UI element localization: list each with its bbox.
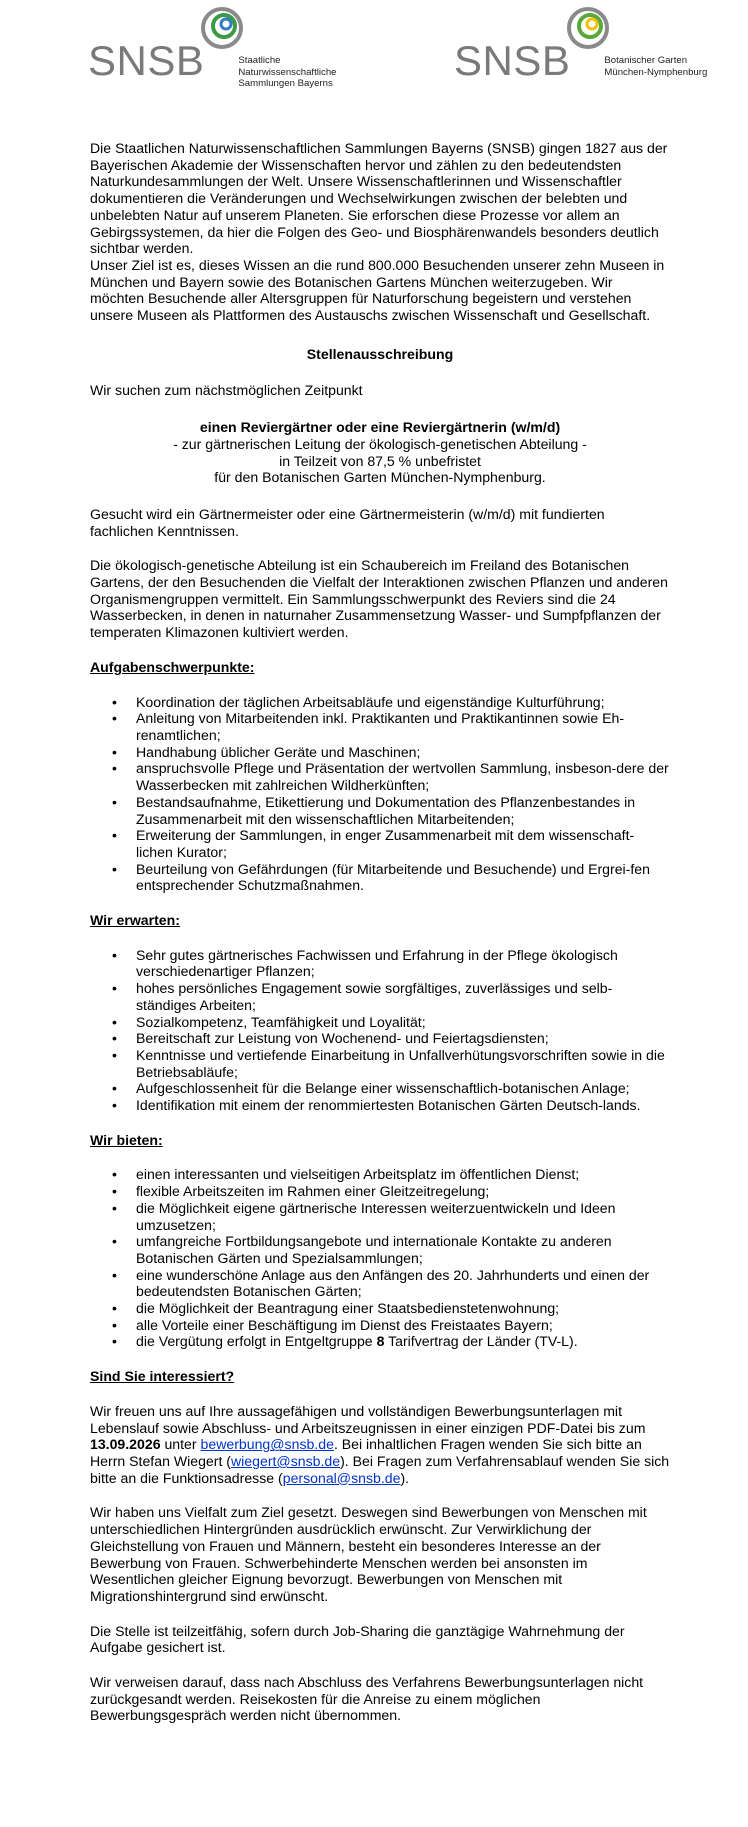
list-item: • Bereitschaft zur Leistung von Wochenend- und Feiertagsdiensten; <box>90 1030 670 1047</box>
intro-paragraph: Unser Ziel ist es, dieses Wissen an die rund 800.000 Besuchenden unserer zehn Museen in München und Bayern sowie des Botanischen Gartens München weiterzugeben. Wir möchten Besuchende aller Altersgruppen für Naturforschung begeistern und verstehen unsere Museen als Plattformen des Austauschs zwischen Wissenschaft und Gesellschaft. <box>90 256 665 324</box>
closing-paragraph: Wir verweisen darauf, dass nach Abschluss des Verfahrens Bewerbungsunterlagen nicht zurückgesandt werden. Reisekosten für die Anreise zu einem möglichen Bewerbungsgespräch werden nicht übernommen. <box>90 1674 644 1724</box>
application-paragraph: Wir freuen uns auf Ihre aussagefähigen und vollständigen Bewerbungsunterlagen mit Lebenslauf sowie Abschluss- und Arbeitszeugnissen in einer einzigen PDF-Datei bis zum 13.09.2026 unter bewerbung@snsb.de. Bei inhaltlichen Fragen wenden Sie sich bitte an Herrn Stefan Wiegert (wiegert@snsb.de). Bei Fragen zum Verfahrensablauf wenden Sie sich bitte an die Funktionsadresse (personal@snsb.de). <box>90 1402 670 1486</box>
list-item: • Aufgeschlossenheit für die Belange einer wissenschaftlich-botanischen Anlage; <box>90 1080 670 1097</box>
list-item: • Beurteilung von Gefährdungen (für Mitarbeitende und Besuchende) und Ergrei-fen entsprechender Schutzmaßnahmen. <box>90 861 670 894</box>
department-paragraph: Die ökologisch-genetische Abteilung ist ein Schaubereich im Freiland des Botanischen Gartens, der den Besuchenden die Vielfalt der Interaktionen zwischen Pflanzen und anderen Organismengruppen vermittelt. Ein Sammlungsschwerpunkt des Reviers sind die 24 Wasserbecken, in denen in naturnaher Zusammensetzung Wasser- und Sumpfpflanzen der temperaten Klimazonen kultiviert werden. <box>90 557 668 641</box>
list-item: • einen interessanten und vielseitigen Arbeitsplatz im öffentlichen Dienst; <box>90 1166 670 1183</box>
expect-list <box>90 947 670 1114</box>
sought-paragraph: Gesucht wird ein Gärtnermeister oder eine Gärtnermeisterin (w/m/d) mit fundierten fachlichen Kenntnissen. <box>90 505 605 539</box>
botanical-emblem-icon <box>566 6 606 50</box>
contact-email-link[interactable]: wiegert@snsb.de <box>231 1453 341 1469</box>
apply-email-link[interactable]: bewerbung@snsb.de <box>200 1436 334 1453</box>
position-title: einen Reviergärtner oder eine Reviergärtnerin (w/m/d) <box>199 419 561 436</box>
list-item: • Sehr gutes gärtnerisches Fachwissen und Erfahrung in der Pflege ökologisch verschiedenartiger Pflanzen; <box>90 947 670 980</box>
botanical-wordmark: SNSB <box>454 37 571 84</box>
position-block <box>90 419 670 486</box>
list-item: • die Möglichkeit eigene gärtnerische Interessen weiterzuentwickeln und Ideen umzusetzen; <box>90 1200 670 1233</box>
intro-section <box>90 140 670 324</box>
diversity-paragraph: Wir haben uns Vielfalt zum Ziel gesetzt. Deswegen sind Bewerbungen von Menschen mit unterschiedlichen Hintergründen ausdrücklich erwünscht. Zur Verwirklichung der Gleichstellung von Frauen und Männern, besteht ein besonderes Interesse an der Bewerbung von Frauen. Schwerbehinderte Menschen werden bei ansonsten im Wesentlichen gleicher Eignung bevorzugt. Bewerbungen von Menschen mit Migrationshintergrund sind erwünscht. <box>90 1504 647 1604</box>
offer-title: Wir bieten: <box>90 1131 163 1148</box>
pay-group: 8 <box>376 1333 385 1350</box>
botanical-logo-subtitle: Botanischer Garten München-Nymphenburg <box>604 55 708 78</box>
list-item: • Handhabung üblicher Geräte und Maschinen; <box>90 744 670 761</box>
search-line: Wir suchen zum nächstmöglichen Zeitpunkt <box>90 382 363 399</box>
snsb-logo <box>88 6 337 106</box>
intro-paragraph: Die Staatlichen Naturwissenschaftlichen Sammlungen Bayerns (SNSB) gingen 1827 aus der Bayerischen Akademie der Wissenschaften hervor und zählen zu den bedeutendsten Naturkundesammlungen der Welt. Unsere Wissenschaftlerinnen und Wissenschaftler dokumentieren die Veränderungen und Wechselwirkungen zwischen der belebten und unbelebten Natur auf unserem Planeten. Sie erforschen diese Prozesse vor allem an Gebirgssystemen, da hier die Folgen des Geo- und Biosphärenwandels besonders deutlich sichtbar werden. <box>90 140 668 257</box>
snsb-logo-subtitle: Staatliche Naturwissenschaftliche Sammlungen Bayerns <box>238 55 337 89</box>
snsb-wordmark: SNSB <box>88 37 205 84</box>
tasks-list <box>90 694 670 894</box>
list-item: • Bestandsaufnahme, Etikettierung und Dokumentation des Pflanzenbestandes in Zusammenarbeit mit den wissenschaftlichen Mitarbeitenden; <box>90 794 670 827</box>
position-line: für den Botanischen Garten München-Nymphenburg. <box>214 469 546 486</box>
botanical-garden-logo <box>454 6 707 106</box>
list-item: • anspruchsvolle Pflege und Präsentation der wertvollen Sammlung, insbeson-dere der Wasserbecken mit zahlreichen Wildherkünften; <box>90 760 670 793</box>
tasks-title: Aufgabenschwerpunkte: <box>90 658 255 675</box>
posting-heading: Stellenausschreibung <box>306 345 454 362</box>
list-item: • Anleitung von Mitarbeitenden inkl. Praktikanten und Praktikantinnen sowie Eh-renamtlichen; <box>90 710 670 743</box>
position-line: in Teilzeit von 87,5 % unbefristet <box>279 452 481 469</box>
expect-title: Wir erwarten: <box>90 912 180 929</box>
list-item: • alle Vorteile einer Beschäftigung im Dienst des Freistaates Bayern; <box>90 1317 670 1334</box>
list-item: • hohes persönliches Engagement sowie sorgfältiges, zuverlässiges und selb-ständiges Arbeiten; <box>90 980 670 1013</box>
personal-email-link[interactable]: personal@snsb.de <box>282 1469 401 1486</box>
list-item: • Sozialkompetenz, Teamfähigkeit und Loyalität; <box>90 1014 670 1031</box>
snsb-emblem-icon <box>200 6 240 50</box>
list-item: • flexible Arbeitszeiten im Rahmen einer Gleitzeitregelung; <box>90 1183 670 1200</box>
parttime-paragraph: Die Stelle ist teilzeitfähig, sofern durch Job-Sharing die ganztägige Wahrnehmung der Aufgabe gesichert ist. <box>90 1622 625 1656</box>
deadline-date: 13.09.2026 <box>90 1436 161 1453</box>
list-item: • Identifikation mit einem der renommiertesten Botanischen Gärten Deutsch-lands. <box>90 1097 670 1114</box>
list-item: • Erweiterung der Sammlungen, in enger Zusammenarbeit mit dem wissenschaft-lichen Kurator; <box>90 827 670 860</box>
list-item: • eine wunderschöne Anlage aus den Anfängen des 20. Jahrhunderts und einen der bedeutendsten Botanischen Gärten; <box>90 1267 670 1300</box>
job-posting-body <box>90 140 670 1742</box>
list-item: • Kenntnisse und vertiefende Einarbeitung in Unfallverhütungsvorschriften sowie in die Betriebsabläufe; <box>90 1047 670 1080</box>
interest-title: Sind Sie interessiert? <box>90 1368 235 1385</box>
offer-list <box>90 1166 670 1350</box>
list-item: • die Vergütung erfolgt in Entgeltgruppe 8 Tarifvertrag der Länder (TV-L). <box>90 1333 670 1350</box>
position-line: - zur gärtnerischen Leitung der ökologisch-genetischen Abteilung - <box>173 435 587 452</box>
list-item: • umfangreiche Fortbildungsangebote und internationale Kontakte zu anderen Botanischen Gärten und Spezialsammlungen; <box>90 1233 670 1266</box>
list-item: • Koordination der täglichen Arbeitsabläufe und eigenständige Kulturführung; <box>90 694 670 711</box>
list-item: • die Möglichkeit der Beantragung einer Staatsbedienstetenwohnung; <box>90 1300 670 1317</box>
